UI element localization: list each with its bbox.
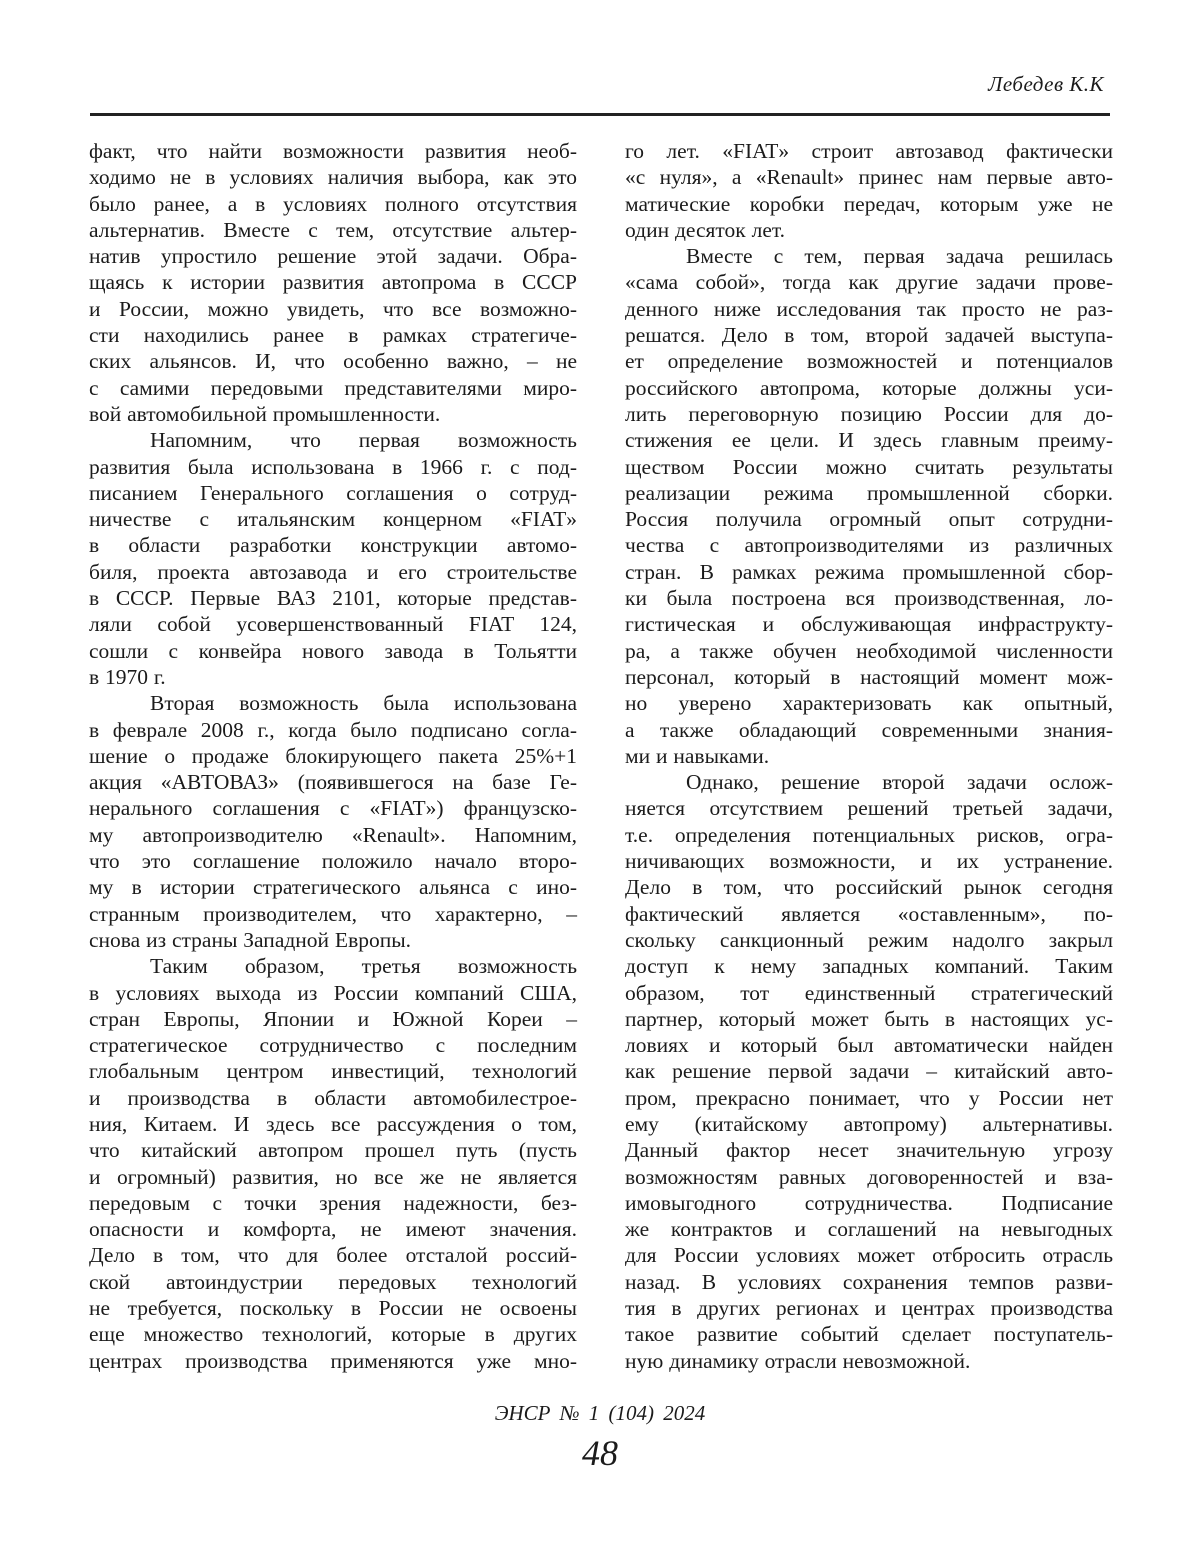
text-line: один десяток лет.	[625, 217, 786, 242]
text-line: стран Европы, Японии и Южной Кореи –	[89, 1006, 577, 1031]
text-line: развития была использована в 1966 г. с под-	[89, 454, 577, 479]
footer-journal-line: ЭНСР № 1 (104) 2024	[494, 1401, 706, 1425]
text-line: денного ниже исследования так просто не раз-	[625, 296, 1113, 321]
text-line: передовым с точки зрения надежности, без-	[89, 1190, 577, 1215]
text-line: и России, можно увидеть, что все возможно-	[89, 296, 577, 321]
text-line: Вторая возможность была использована	[150, 691, 577, 716]
text-line: в условиях выхода из России компаний США,	[89, 980, 577, 1005]
text-line: и огромный) развития, но все же не является	[89, 1164, 577, 1189]
text-line: му автопроизводителю «Renault». Напомним,	[89, 822, 577, 847]
text-line: Дело в том, что российский рынок сегодня	[625, 875, 1113, 900]
text-line: альтернатив. Вместе с тем, отсутствие альтер-	[89, 217, 577, 242]
text-line: лить переговорную позицию России для до-	[625, 401, 1113, 426]
footer-page-number: 48	[582, 1433, 618, 1473]
text-line: писанием Генерального соглашения о сотруд-	[89, 480, 577, 505]
text-line: в области разработки конструкции автомо-	[89, 533, 577, 558]
text-line: го лет. «FIAT» строит автозавод фактически	[625, 139, 1113, 163]
text-line: имовыгодного сотрудничества. Подписание	[625, 1190, 1113, 1215]
text-line: в СССР. Первые ВАЗ 2101, которые представ-	[89, 586, 577, 611]
text-line: ничивающих возможности, и их устранение.	[625, 849, 1113, 874]
text-line: чества с автопроизводителями из различных	[625, 533, 1113, 558]
text-line: фактический является «оставленным», по-	[625, 901, 1113, 926]
text-line: ему (китайскому автопрому) альтернативы.	[625, 1111, 1113, 1136]
text-line: было ранее, а в условиях полного отсутствия	[89, 191, 577, 216]
text-line: ми и навыками.	[625, 743, 770, 768]
text-line: Данный фактор несет значительную угрозу	[625, 1138, 1113, 1163]
text-line: еще множество технологий, которые в других	[89, 1322, 577, 1347]
text-line: стран. В рамках режима промышленной сбор-	[625, 559, 1113, 584]
text-line: такое развитие событий сделает поступатель-	[625, 1322, 1113, 1347]
text-line: центрах производства применяются уже мно-	[89, 1348, 577, 1373]
text-line: ской автоиндустрии передовых технологий	[89, 1269, 577, 1294]
text-line: как решение первой задачи – китайский авто-	[625, 1059, 1113, 1084]
text-line: возможностям равных договоренностей и вза-	[625, 1164, 1113, 1189]
column-left	[89, 138, 577, 1374]
text-line: матические коробки передач, которым уже не	[625, 191, 1113, 216]
page-body	[89, 138, 1113, 1374]
text-line: образом, тот единственный стратегический	[625, 980, 1113, 1005]
text-line: натив упростило решение этой задачи. Обра-	[89, 244, 577, 269]
text-line: нерального соглашения с «FIAT») французско-	[89, 796, 577, 821]
text-line: партнер, который может быть в настоящих ус-	[625, 1006, 1113, 1031]
text-line: реализации режима промышленной сборки.	[625, 480, 1113, 505]
text-line: няется отсутствием решений третьей задачи,	[625, 796, 1113, 821]
text-line: ет определение возможностей и потенциалов	[625, 349, 1113, 374]
text-line: ки была построена вся производственная, ло-	[625, 586, 1113, 611]
text-line: а также обладающий современными знания-	[625, 717, 1113, 742]
text-line: ходимо не в условиях наличия выбора, как это	[89, 165, 577, 190]
text-line: сти находились ранее в рамках стратегиче-	[89, 323, 577, 348]
text-line: что китайский автопром прошел путь (пусть	[89, 1138, 577, 1163]
text-line: странным производителем, что характерно, –	[89, 901, 577, 926]
text-line: и производства в области автомобилестрое-	[89, 1085, 577, 1110]
text-line: для России условиях может отбросить отрасль	[625, 1243, 1113, 1268]
text-line: факт, что найти возможности развития необ-	[89, 139, 577, 163]
text-line: в 1970 г.	[89, 664, 166, 689]
text-line: ществом России можно считать результаты	[625, 454, 1113, 479]
text-line: но уверено характеризовать как опытный,	[625, 691, 1113, 716]
text-line: ничестве с итальянским концерном «FIAT»	[89, 507, 577, 532]
text-line: шение о продаже блокирующего пакета 25%+1	[89, 743, 577, 768]
text-line: скольку санкционный режим надолго закрыл	[625, 927, 1113, 952]
text-line: Таким образом, третья возможность	[150, 954, 577, 979]
text-line: ную динамику отрасли невозможной.	[625, 1348, 971, 1373]
text-line: глобальным центром инвестиций, технологий	[89, 1059, 577, 1084]
text-line: Вместе с тем, первая задача решилась	[686, 244, 1113, 269]
text-line: же контрактов и соглашений на невыгодных	[625, 1217, 1113, 1242]
text-line: решатся. Дело в том, второй задачей выступа-	[625, 323, 1113, 348]
text-line: в феврале 2008 г., когда было подписано согла-	[89, 717, 577, 742]
text-line: ра, а также обучен необходимой численности	[625, 638, 1113, 663]
text-line: «сама собой», тогда как другие задачи прове-	[625, 270, 1113, 295]
text-line: Дело в том, что для более отсталой россий-	[89, 1243, 577, 1268]
text-line: му в истории стратегического альянса с ино-	[89, 875, 577, 900]
text-line: щаясь к истории развития автопрома в СССР	[89, 270, 577, 295]
text-line: не требуется, поскольку в России не освоены	[89, 1296, 577, 1321]
text-line: «с нуля», а «Renault» принес нам первые авто-	[625, 165, 1113, 190]
text-line: стижения ее цели. И здесь главным преиму-	[625, 428, 1113, 453]
text-line: Напомним, что первая возможность	[150, 428, 577, 453]
text-line: Однако, решение второй задачи ослож-	[686, 770, 1113, 795]
text-line: ляли собой усовершенствованный FIAT 124,	[89, 612, 577, 637]
text-line: стратегическое сотрудничество с последним	[89, 1033, 577, 1058]
text-line: гистическая и обслуживающая инфраструкту-	[625, 612, 1113, 637]
column-right	[625, 138, 1113, 1374]
text-line: тия в других регионах и центрах производства	[625, 1296, 1113, 1321]
text-line: с самими передовыми представителями миро-	[89, 375, 577, 400]
text-line: российского автопрома, которые должны уси-	[625, 375, 1113, 400]
text-line: персонал, который в настоящий момент мож-	[625, 664, 1113, 689]
text-line: снова из страны Западной Европы.	[89, 927, 412, 952]
text-line: пром, прекрасно понимает, что у России нет	[625, 1085, 1113, 1110]
header-rule	[90, 113, 1110, 116]
text-line: ловиях и который был автоматически найден	[625, 1033, 1113, 1058]
text-line: доступ к нему западных компаний. Таким	[625, 954, 1113, 979]
text-line: сошли с конвейра нового завода в Тольятти	[89, 638, 577, 663]
text-line: акция «АВТОВАЗ» (появившегося на базе Ге-	[89, 770, 577, 795]
text-line: что это соглашение положило начало второ-	[89, 849, 577, 874]
text-line: ния, Китаем. И здесь все рассуждения о том,	[89, 1111, 577, 1136]
text-line: т.е. определения потенциальных рисков, огра-	[625, 822, 1113, 847]
text-line: биля, проекта автозавода и его строительстве	[89, 559, 577, 584]
text-line: опасности и комфорта, не имеют значения.	[89, 1217, 577, 1242]
page-header-author: Лебедев К.К	[988, 72, 1104, 96]
text-line: ских альянсов. И, что особенно важно, – не	[89, 349, 577, 374]
text-line: Россия получила огромный опыт сотрудни-	[625, 507, 1113, 532]
text-line: вой автомобильной промышленности.	[89, 401, 441, 426]
text-line: назад. В условиях сохранения темпов разви-	[625, 1269, 1113, 1294]
